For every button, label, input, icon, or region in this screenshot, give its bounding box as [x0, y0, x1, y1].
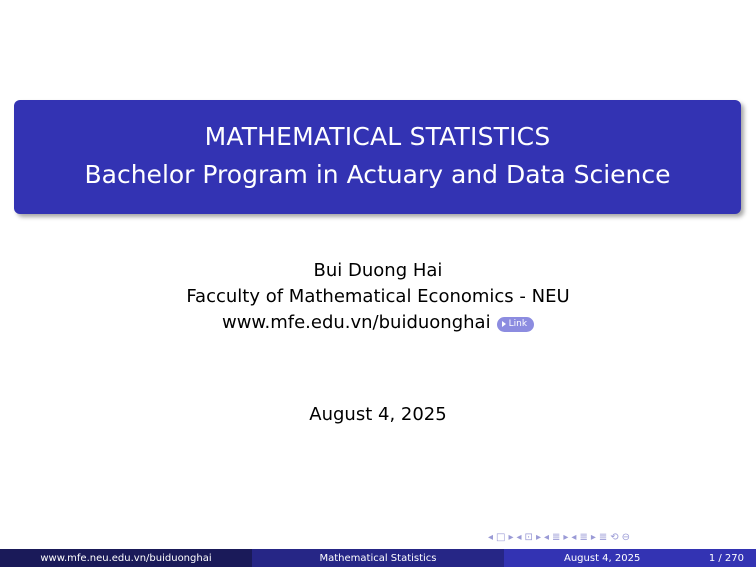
presentation-subtitle: Bachelor Program in Actuary and Data Science — [84, 160, 671, 189]
footer-date-page — [504, 549, 756, 567]
footer-date: August 4, 2025 — [564, 552, 641, 564]
presentation-title: MATHEMATICAL STATISTICS — [204, 122, 551, 151]
nav-frame-icon[interactable]: □ — [496, 531, 506, 543]
nav-prev-document-icon[interactable]: ◂ — [571, 531, 577, 543]
nav-back-icon[interactable]: ⟲ — [610, 531, 619, 543]
footer-author-url — [0, 549, 252, 567]
nav-appendix-icon[interactable]: ≣ — [598, 531, 608, 543]
nav-next-frame-icon[interactable]: ▸ — [508, 531, 514, 543]
author-website: www.mfe.edu.vn/buiduonghai — [221, 312, 491, 333]
author-name: Bui Duong Hai — [313, 260, 443, 281]
nav-search-icon[interactable]: ⊖ — [621, 531, 631, 543]
link-button[interactable] — [497, 317, 534, 332]
author-block — [0, 258, 756, 336]
title-block — [14, 100, 741, 214]
footer-page-number: 1 / 270 — [708, 552, 744, 564]
presentation-date: August 4, 2025 — [309, 404, 447, 425]
author-affiliation: Facculty of Mathematical Economics - NEU — [186, 286, 570, 307]
nav-next-document-icon[interactable]: ▸ — [590, 531, 596, 543]
nav-prev-frame-icon[interactable]: ◂ — [488, 531, 494, 543]
nav-next-section-icon[interactable]: ▸ — [563, 531, 569, 543]
beamer-navigation-bar — [488, 530, 752, 544]
footer-title-text: Mathematical Statistics — [319, 552, 437, 564]
nav-section-icon[interactable]: ≣ — [552, 531, 561, 543]
footer-title — [252, 549, 504, 567]
play-arrow-icon — [502, 321, 506, 327]
nav-prev-section-icon[interactable]: ◂ — [543, 531, 549, 543]
footer-url-text: www.mfe.neu.edu.vn/buiduonghai — [40, 552, 212, 564]
nav-next-subsection-icon[interactable]: ▸ — [535, 531, 541, 543]
footer-bar — [0, 549, 756, 567]
nav-subsection-icon[interactable]: ⊡ — [524, 531, 533, 543]
author-website-row — [222, 310, 534, 336]
nav-prev-subsection-icon[interactable]: ◂ — [516, 531, 522, 543]
link-button-label: Link — [508, 318, 528, 329]
nav-document-icon[interactable]: ≣ — [579, 531, 588, 543]
